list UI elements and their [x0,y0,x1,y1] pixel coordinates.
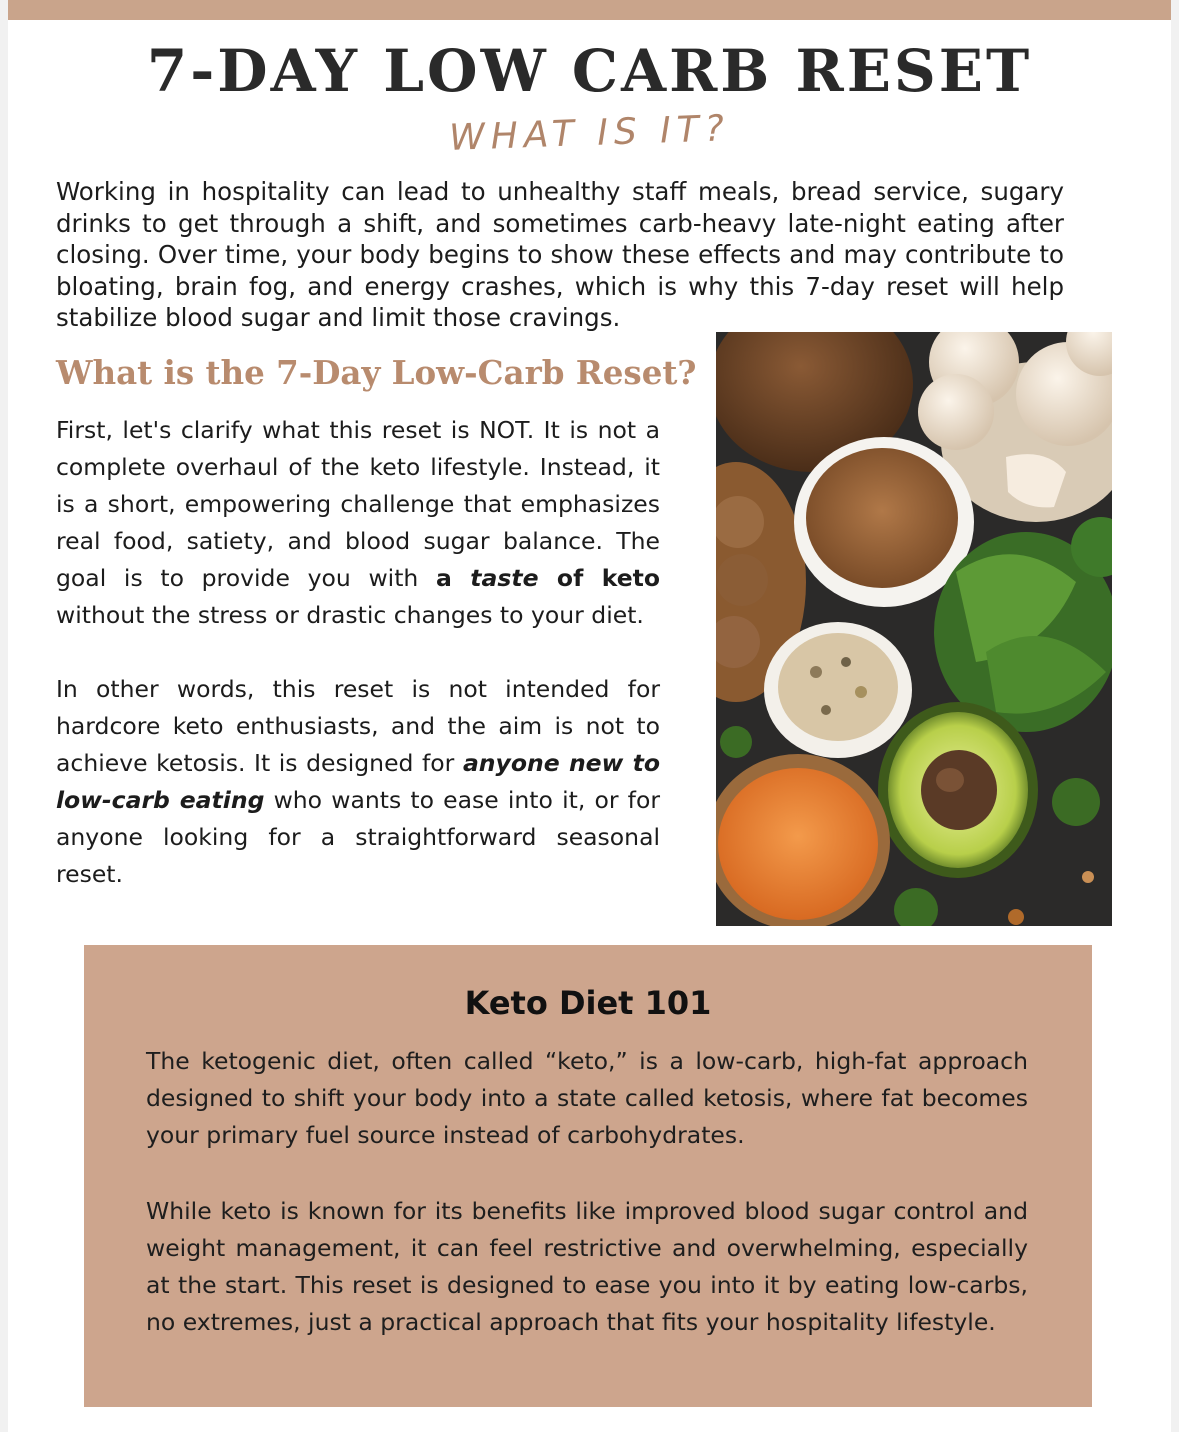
section-p1-bold-b: of keto [538,564,661,592]
page-title: 7-DAY LOW CARB RESET [146,37,1033,105]
section-p2-text-b: who wants to ease into it, or for anyone looking for a straightforward seasonal reset. [56,786,660,888]
section-heading: What is the 7-Day Low-Carb Reset? [56,353,697,392]
section-paragraph-2 [56,671,660,893]
keto-box-paragraph-1: The ketogenic diet, often called “keto,” is a low-carb, high-fat approach designed to shift your body into a state called ketosis, where fat becomes your primary fuel source instead of carbohydrates. [146,1047,1028,1149]
section-p1-bold-italic: taste [470,564,539,592]
section-paragraph-1 [56,412,660,634]
keto-box-paragraph-2: While keto is known for its benefits like improved blood sugar control and weight management, it can feel restrictive and overwhelming, especially at the start. This reset is designed to ease you into it by eating low-carbs, no extremes, just a practical approach that fits your hospitality lifestyle. [146,1197,1028,1336]
keto-food-photo [716,332,1112,926]
top-accent-bar [8,0,1171,20]
food-illustration [716,332,1112,926]
keto-box-body [146,1043,1028,1380]
intro-paragraph: Working in hospitality can lead to unhealthy staff meals, bread service, sugary drinks to get through a shift, and sometimes carb-heavy late-night eating after closing. Over time, your body begins to show these effects and may contribute to bloating, brain fog, and energy crashes, which is why this 7-day reset will help stabilize blood sugar and limit those cravings. [56,177,1064,332]
page-subtitle: WHAT IS IT? [448,108,731,159]
keto-diet-101-box [84,945,1092,1407]
document-page [8,0,1171,1432]
section-p1-text-b: without the stress or drastic changes to your diet. [56,601,644,629]
section-p2-bold-italic: anyone new to low-carb eating [56,749,660,814]
section-p1-text-a: First, let's clarify what this reset is NOT. It is not a complete overhaul of the keto lifestyle. Instead, it is a short, empowering challenge that emphasizes real food, satiety, and blood sugar balance. The goal is to provide you with [56,416,660,592]
section-body [56,412,660,930]
section-p2-text-a: In other words, this reset is not intended for hardcore keto enthusiasts, and the aim is not to achieve ketosis. It is designed for [56,675,660,777]
keto-box-title: Keto Diet 101 [464,984,712,1022]
section-p1-bold-a: a [436,564,471,592]
